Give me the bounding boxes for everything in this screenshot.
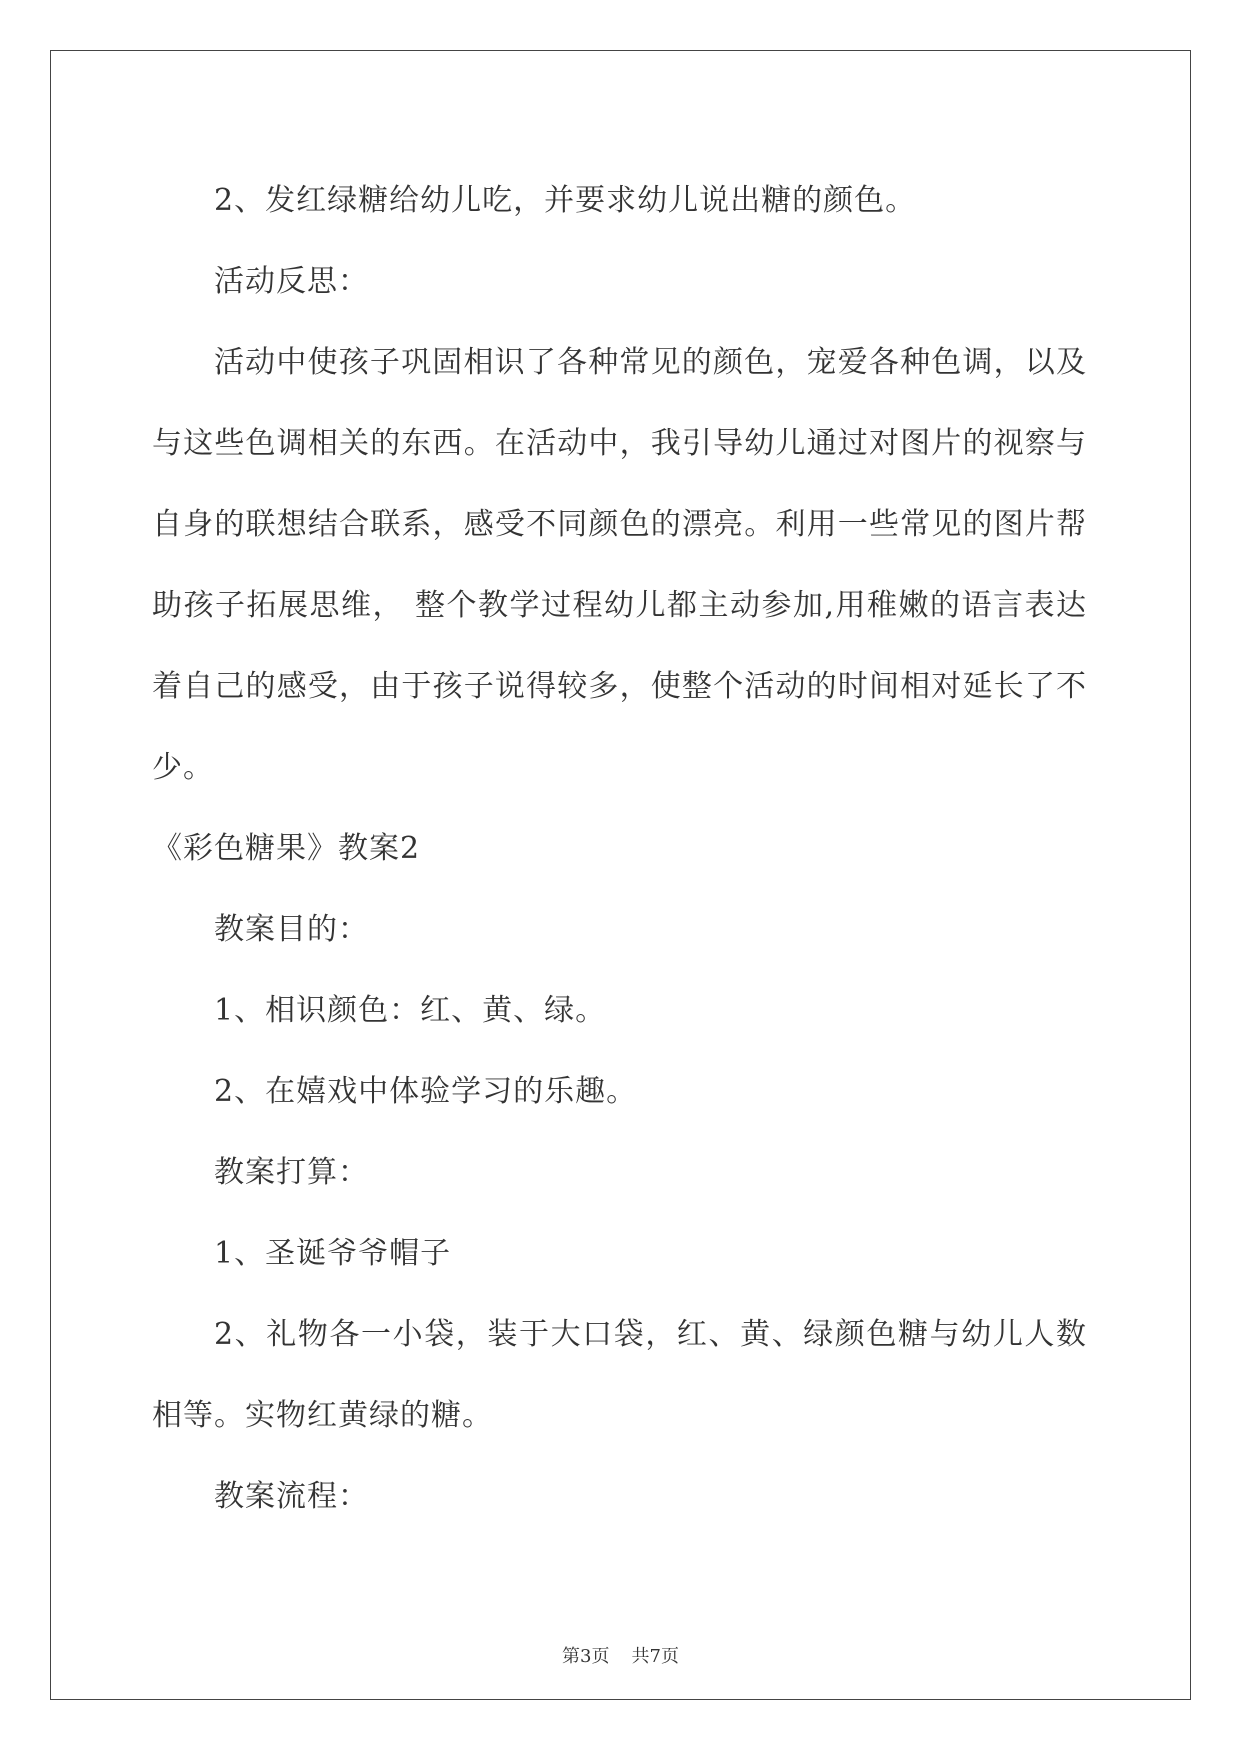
list-item: 1、圣诞爷爷帽子 bbox=[214, 1236, 452, 1271]
lesson-title: 《彩色糖果》教案2 bbox=[152, 831, 421, 866]
section-label-reflection: 活动反思： bbox=[214, 264, 369, 299]
section-label-goals: 教案目的： bbox=[214, 912, 369, 947]
page-number: 第3页 bbox=[562, 1646, 610, 1667]
paragraph: 活动中使孩子巩固相识了各种常见的颜色，宠爱各种色调，以及与这些色调相关的东西。在活动中，我引导幼儿通过对图片的视察与自身的联想结合联系，感受不同颜色的漂亮。利用一些常见的图片帮助孩子拓展思维， 整个教学过程幼儿都主动参加,用稚嫩的语言表达着自己的感受，由于孩子说得较多，使整个活动的时间相对延长了不少。 bbox=[152, 345, 1087, 785]
list-item: 1、相识颜色：红、黄、绿。 bbox=[214, 993, 607, 1028]
document-body bbox=[152, 160, 1087, 1537]
list-item: 2、在嬉戏中体验学习的乐趣。 bbox=[214, 1074, 638, 1109]
section-label-preparation: 教案打算： bbox=[214, 1155, 369, 1190]
page-total: 共7页 bbox=[631, 1646, 679, 1667]
list-item: 2、礼物各一小袋，装于大口袋，红、黄、绿颜色糖与幼儿人数相等。实物红黄绿的糖。 bbox=[152, 1317, 1087, 1433]
page-footer bbox=[0, 1642, 1241, 1668]
paragraph: 2、发红绿糖给幼儿吃，并要求幼儿说出糖的颜色。 bbox=[214, 183, 917, 218]
section-label-process: 教案流程： bbox=[214, 1479, 369, 1514]
